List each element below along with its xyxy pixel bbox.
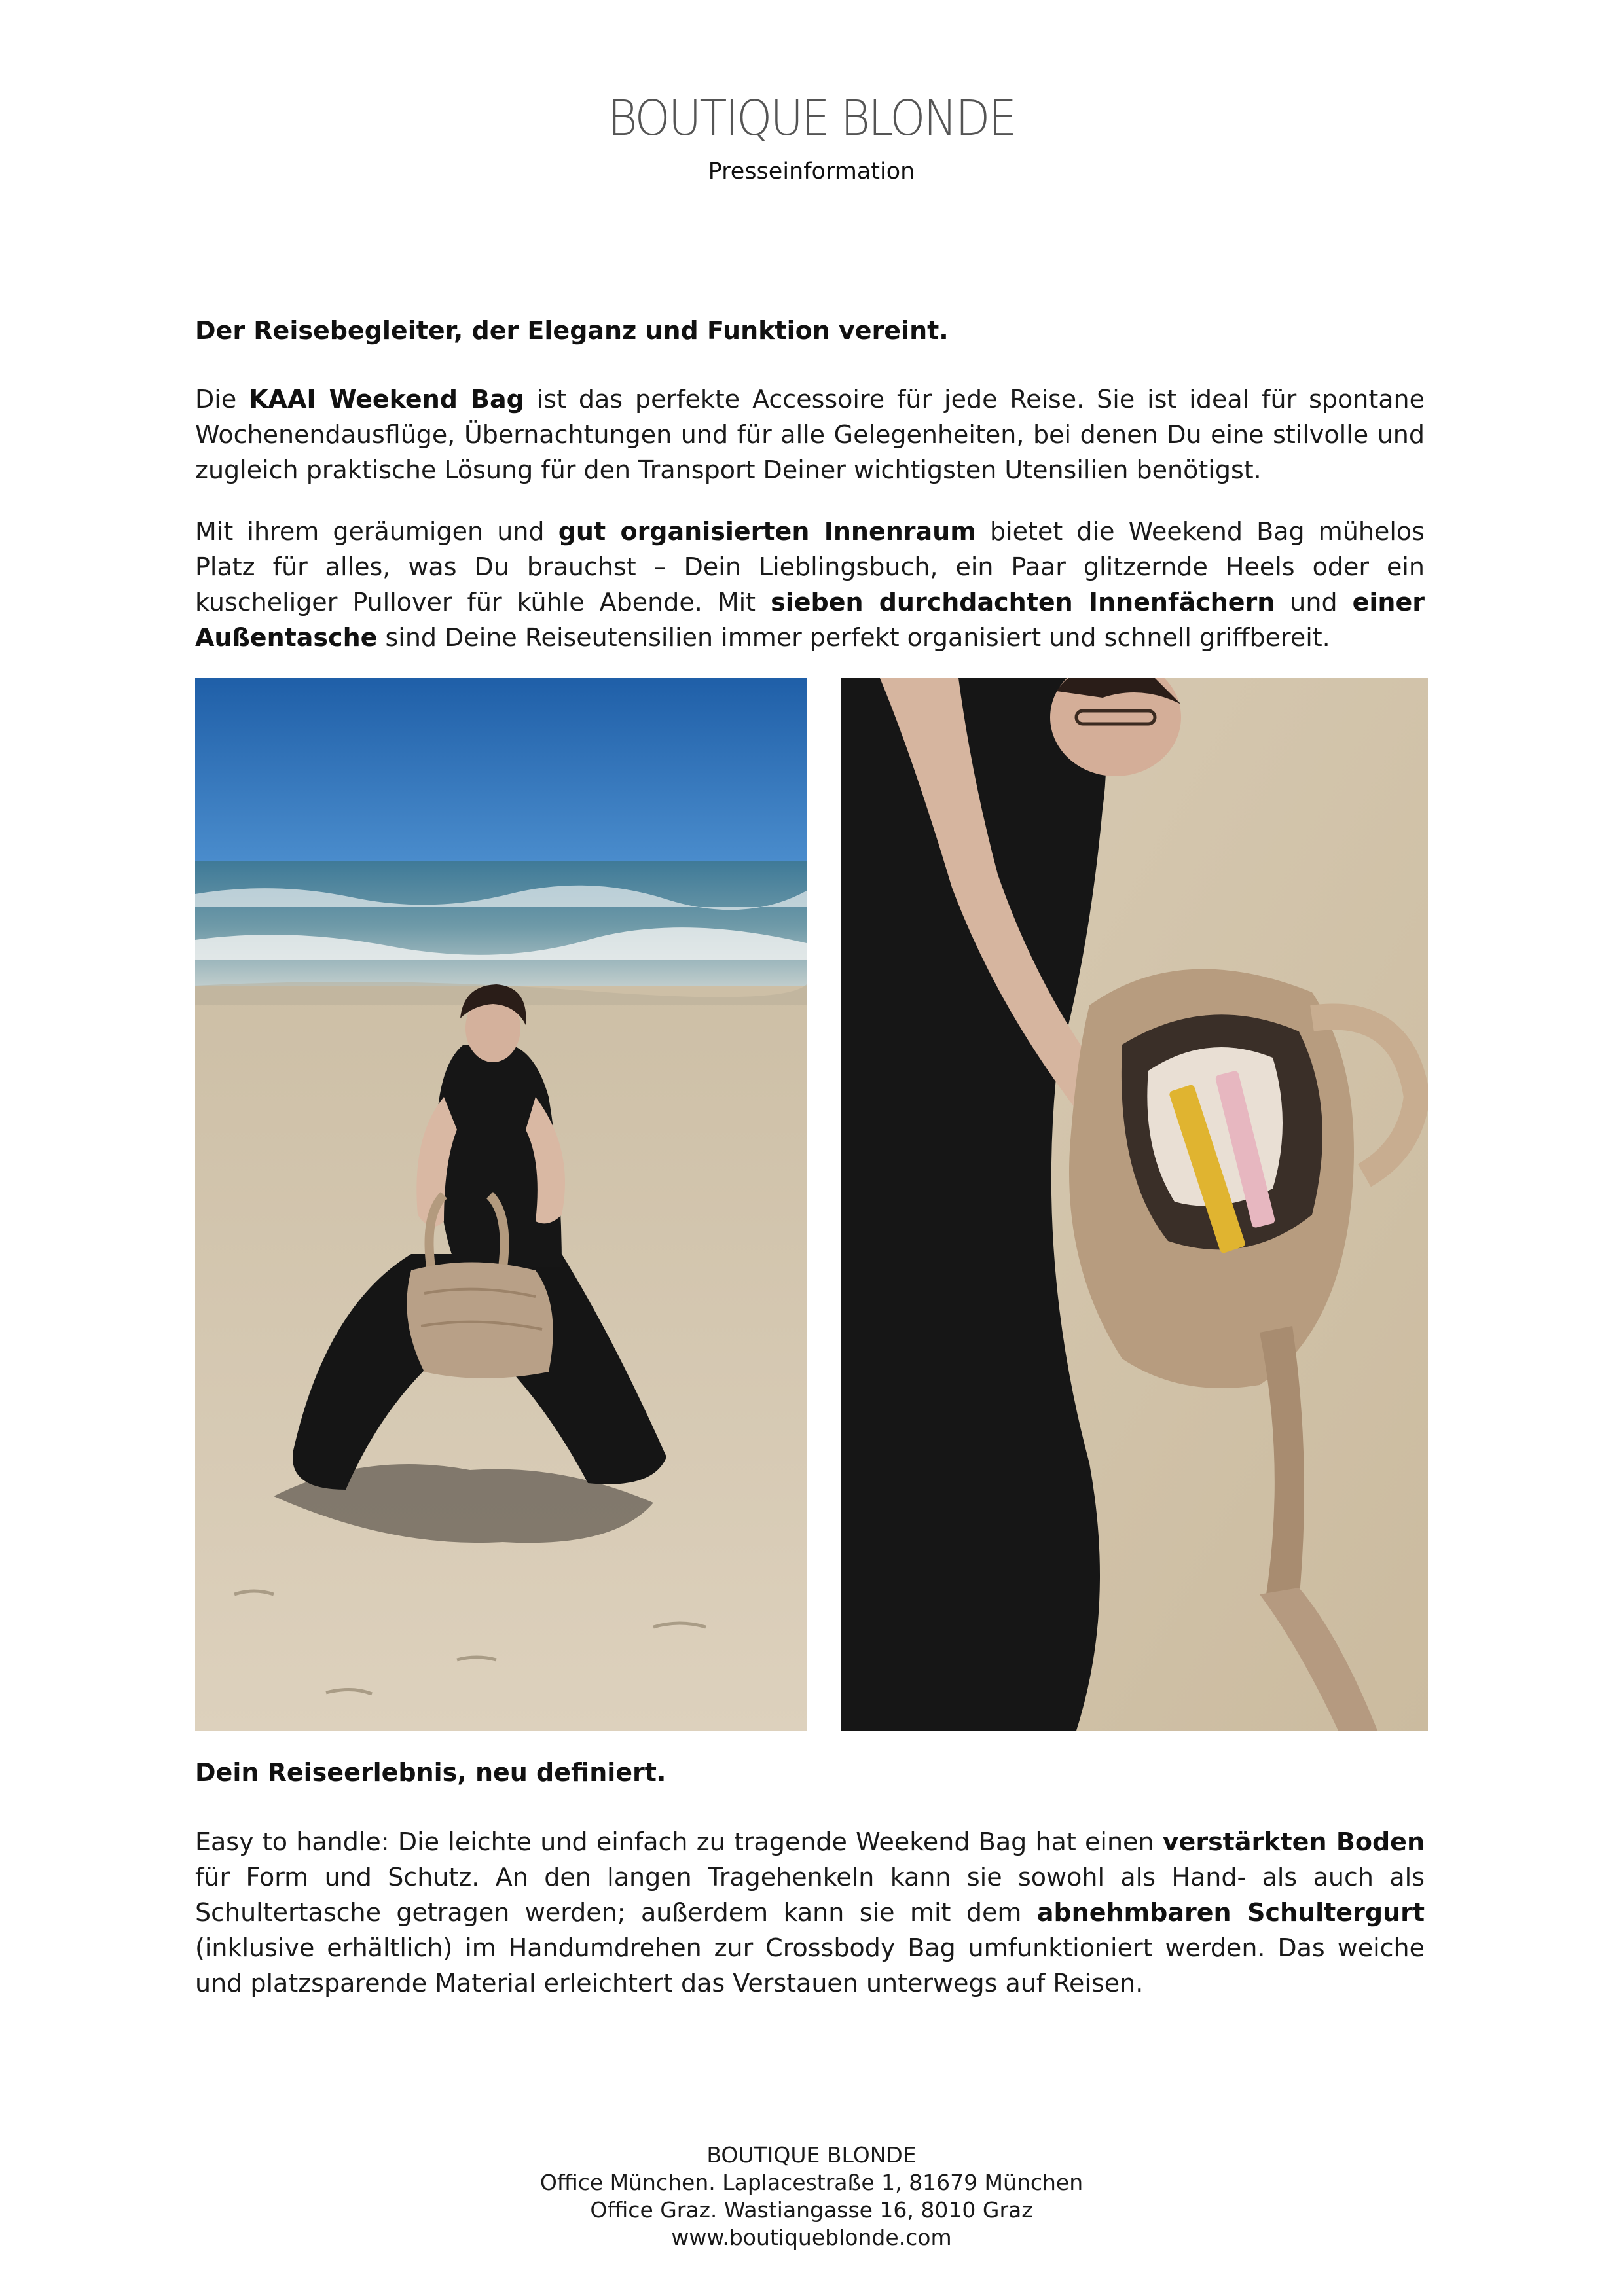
bold-text-run: abnehmbaren Schultergurt	[1036, 1898, 1425, 1927]
section1-paragraph-2	[195, 514, 1425, 655]
section2-paragraph-1	[195, 1824, 1425, 2001]
bold-text-run: einer Außentasche	[195, 588, 1425, 652]
photo-open-bag-image	[841, 678, 1428, 1731]
text-run: bietet die Weekend Bag mühelos Platz für alles, was Du brauchst – Dein Lieblingsbuch, ein Paar glitzernde Heels oder ein kuscheliger Pullover für kühle Abende. Mit	[195, 517, 1425, 617]
bold-text-run: verstärkten Boden	[1162, 1827, 1425, 1856]
text-run: für Form und Schutz. An den langen Tragehenkeln kann sie sowohl als Hand- als auch als Schultertasche getragen werden; außerdem kann sie mit dem	[195, 1863, 1425, 1927]
brand-logo	[0, 90, 1623, 147]
bold-text-run: gut organisierten Innenraum	[558, 517, 976, 546]
brand-logo-text: BOUTIQUE BLONDE	[608, 90, 1015, 147]
footer-website-link[interactable]: www.boutiqueblonde.com	[671, 2225, 952, 2250]
footer-office-graz: Office Graz. Wastiangasse 16, 8010 Graz	[590, 2197, 1033, 2223]
document-subtitle: Presseinformation	[708, 158, 915, 185]
photo-beach-model	[195, 678, 807, 1731]
footer-company: BOUTIQUE BLONDE	[706, 2142, 917, 2168]
section2-heading: Dein Reiseerlebnis, neu definiert.	[195, 1758, 666, 1787]
text-run: Mit ihrem geräumigen und	[195, 517, 558, 546]
text-run: Easy to handle: Die leichte und einfach zu tragende Weekend Bag hat einen	[195, 1827, 1163, 1856]
section1-paragraph-1	[195, 382, 1425, 488]
text-run: sind Deine Reiseutensilien immer perfekt organisiert und schnell griffbereit.	[377, 623, 1330, 652]
bold-text-run: KAAI Weekend Bag	[249, 385, 524, 414]
text-run: Die	[195, 385, 249, 414]
text-run: ist das perfekte Accessoire für jede Reise. Sie ist ideal für spontane Wochenendausflüge, Übernachtungen und für alle Gelegenheiten, bei denen Du eine stilvolle und zugleich praktische Lösung für den Transport Deiner wichtigsten Utensilien benötigst.	[195, 385, 1425, 484]
page-footer	[0, 2142, 1623, 2251]
text-run: und	[1275, 588, 1353, 617]
footer-office-munich: Office München. Laplacestraße 1, 81679 München	[539, 2170, 1084, 2195]
bold-text-run: sieben durchdachten Innenfächern	[771, 588, 1275, 617]
text-run: (inklusive erhältlich) im Handumdrehen zur Crossbody Bag umfunktioniert werden. Das weiche und platzsparende Material erleichtert das Verstauen unterwegs auf Reisen.	[195, 1933, 1425, 1998]
section1-heading: Der Reisebegleiter, der Eleganz und Funktion vereint.	[195, 316, 949, 345]
photo-open-bag	[841, 678, 1428, 1731]
photo-beach-model-image	[195, 678, 807, 1731]
